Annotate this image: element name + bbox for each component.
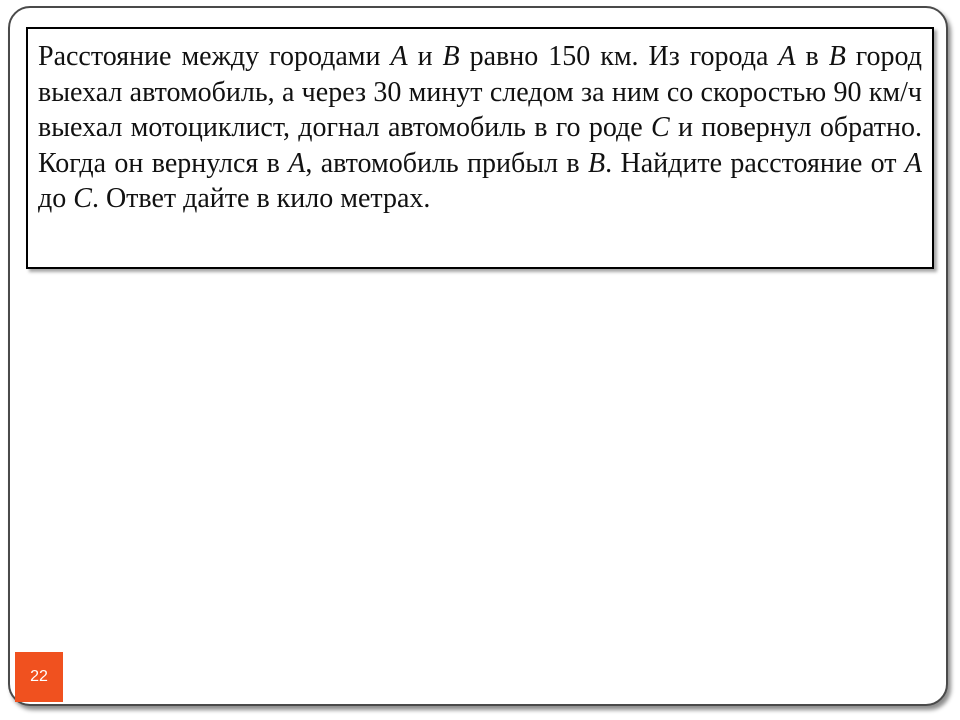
variable: A: [288, 147, 306, 179]
text-segment: и повернул обратно. Когда он вернулся в: [38, 112, 922, 179]
variable: A: [904, 147, 922, 179]
text-segment: равно 150 км. Из города: [459, 41, 779, 72]
text-segment: . Найдите расстояние от: [605, 147, 905, 179]
variable: B: [588, 147, 606, 179]
variable: A: [778, 41, 796, 72]
variable: C: [651, 112, 670, 144]
text-segment: Расстояние между городами: [38, 41, 391, 72]
variable: A: [390, 41, 408, 72]
text-segment: и: [407, 41, 443, 72]
problem-text: [38, 39, 922, 217]
text-segment: город выехал автомобиль, а через 30 минут следом за ним со скоростью 90 км/ч выехал мотоциклист, догнал автомобиль в го роде: [38, 41, 922, 144]
variable: B: [828, 41, 846, 72]
variable: B: [442, 41, 460, 72]
text-segment: в: [795, 41, 829, 72]
text-segment: . Ответ дайте в кило метрах.: [91, 183, 431, 215]
text-segment: , автомобиль прибыл в: [305, 147, 589, 179]
slide-number-badge: 22: [15, 652, 63, 702]
problem-box: [26, 27, 934, 269]
variable: C: [73, 183, 92, 215]
text-segment: до: [38, 183, 74, 215]
